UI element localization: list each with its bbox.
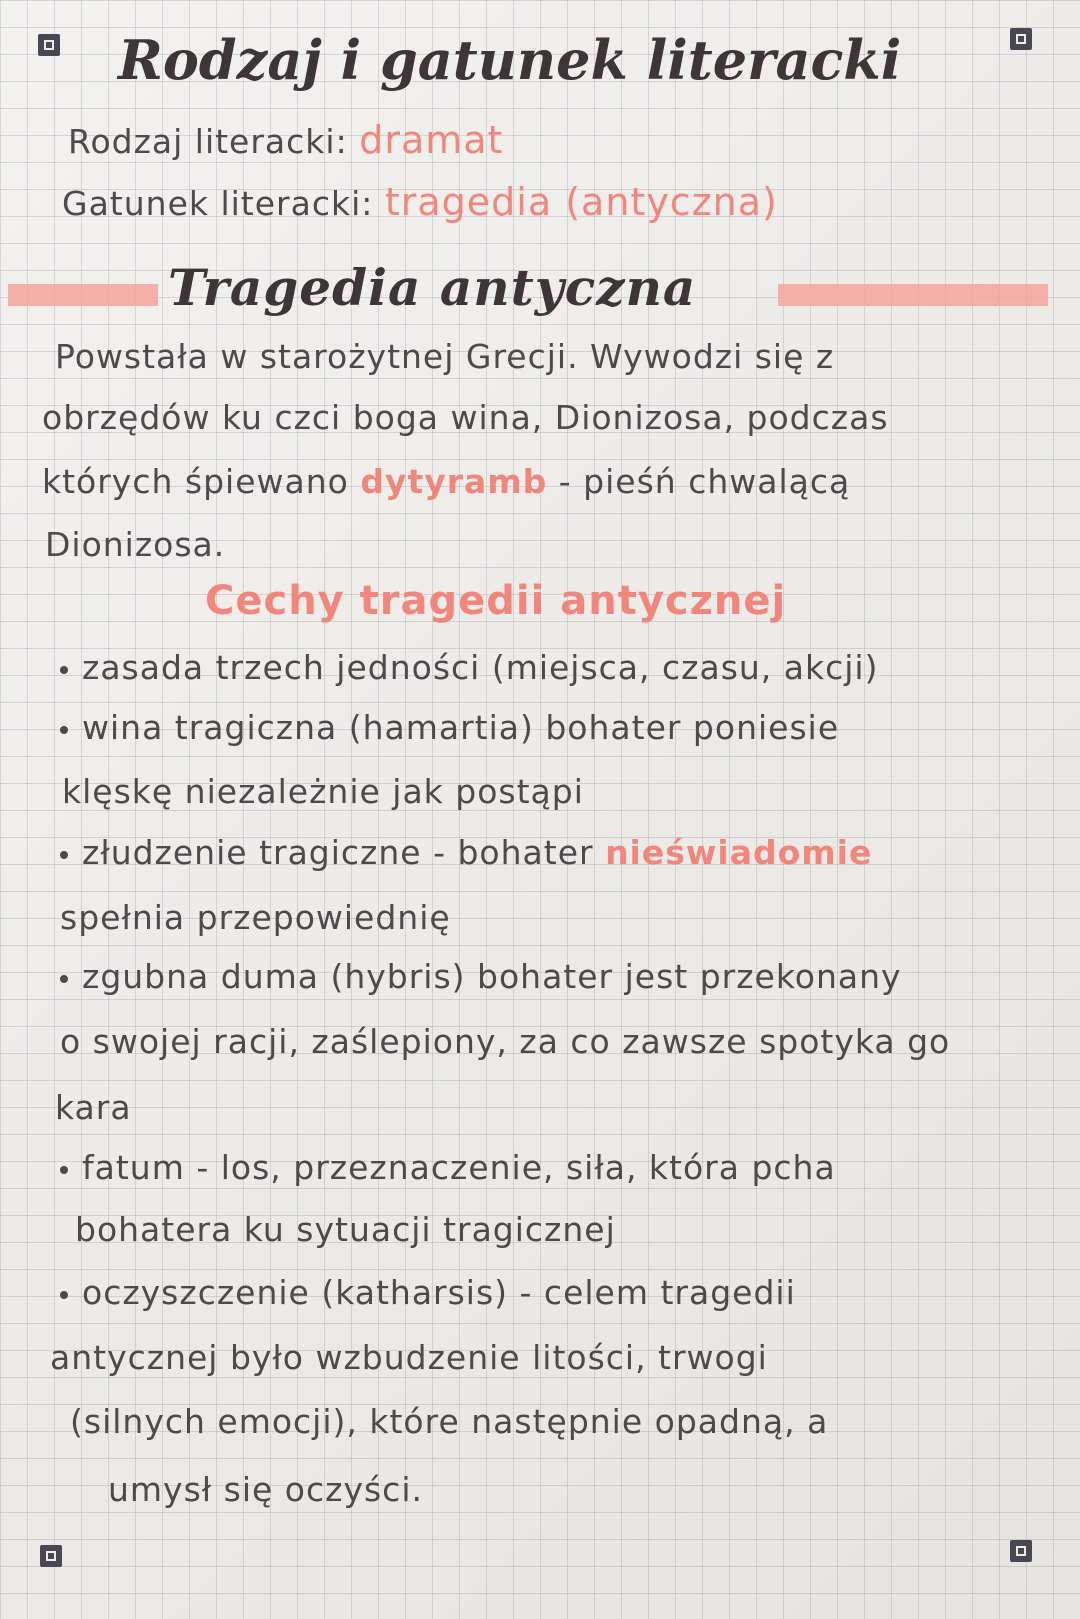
feature-text: antycznej było wzbudzenie litości, trwogi (50, 1338, 768, 1377)
bullet-icon (60, 726, 68, 734)
bullet-icon (60, 1291, 68, 1299)
feature-text: fatum - los, przeznaczenie, siła, która pcha (82, 1148, 836, 1187)
corner-mark-icon (40, 1545, 62, 1567)
term-nieswiadomie: nieświadomie (605, 833, 873, 872)
highlight-bar (778, 284, 1048, 306)
page-title: Rodzaj i gatunek literacki (118, 28, 902, 92)
feature-text: kara (55, 1088, 132, 1127)
features-title: Cechy tragedii antycznej (205, 578, 787, 624)
feature-item (60, 957, 902, 996)
bullet-icon (60, 666, 68, 674)
feature-text: o swojej racji, zaślepiony, za co zawsze spotyka go (60, 1022, 951, 1061)
feature-text: złudzenie tragiczne - bohater (82, 833, 606, 872)
kind-label: Rodzaj literacki: (68, 122, 348, 161)
feature-text: oczyszczenie (katharsis) - celem tragedii (82, 1273, 796, 1312)
highlight-bar (8, 284, 158, 306)
intro-line: obrzędów ku czci boga wina, Dionizosa, podczas (42, 398, 889, 437)
type-label: Gatunek literacki: (62, 184, 374, 223)
corner-mark-icon (38, 34, 60, 56)
intro-line (42, 462, 850, 501)
intro-text: których śpiewano (42, 462, 361, 501)
feature-item (60, 1273, 796, 1312)
bullet-icon (60, 851, 68, 859)
type-line (62, 180, 778, 224)
term-dytyramb: dytyramb (360, 462, 548, 501)
feature-text: zgubna duma (hybris) bohater jest przekonany (82, 957, 902, 996)
feature-item (60, 648, 878, 687)
feature-text: wina tragiczna (hamartia) bohater poniesie (82, 708, 840, 747)
intro-text: - pieśń chwalącą (547, 462, 851, 501)
feature-text: klęskę niezależnie jak postąpi (62, 772, 584, 811)
feature-item (60, 1148, 836, 1187)
intro-line: Dionizosa. (45, 525, 226, 564)
feature-item (60, 708, 839, 747)
feature-text: spełnia przepowiednię (60, 898, 451, 937)
bullet-icon (60, 975, 68, 983)
feature-item (60, 833, 872, 872)
feature-text: umysł się oczyści. (108, 1470, 423, 1509)
section-title: Tragedia antyczna (168, 258, 697, 317)
feature-text: (silnych emocji), które następnie opadną, a (70, 1402, 829, 1441)
corner-mark-icon (1010, 1540, 1032, 1562)
feature-text: bohatera ku sytuacji tragicznej (75, 1210, 616, 1249)
bullet-icon (60, 1166, 68, 1174)
corner-mark-icon (1010, 28, 1032, 50)
kind-line (68, 118, 503, 162)
feature-text: zasada trzech jedności (miejsca, czasu, akcji) (82, 648, 879, 687)
type-value: tragedia (antyczna) (384, 180, 778, 224)
intro-line: Powstała w starożytnej Grecji. Wywodzi się z (55, 337, 835, 376)
kind-value: dramat (359, 118, 504, 162)
